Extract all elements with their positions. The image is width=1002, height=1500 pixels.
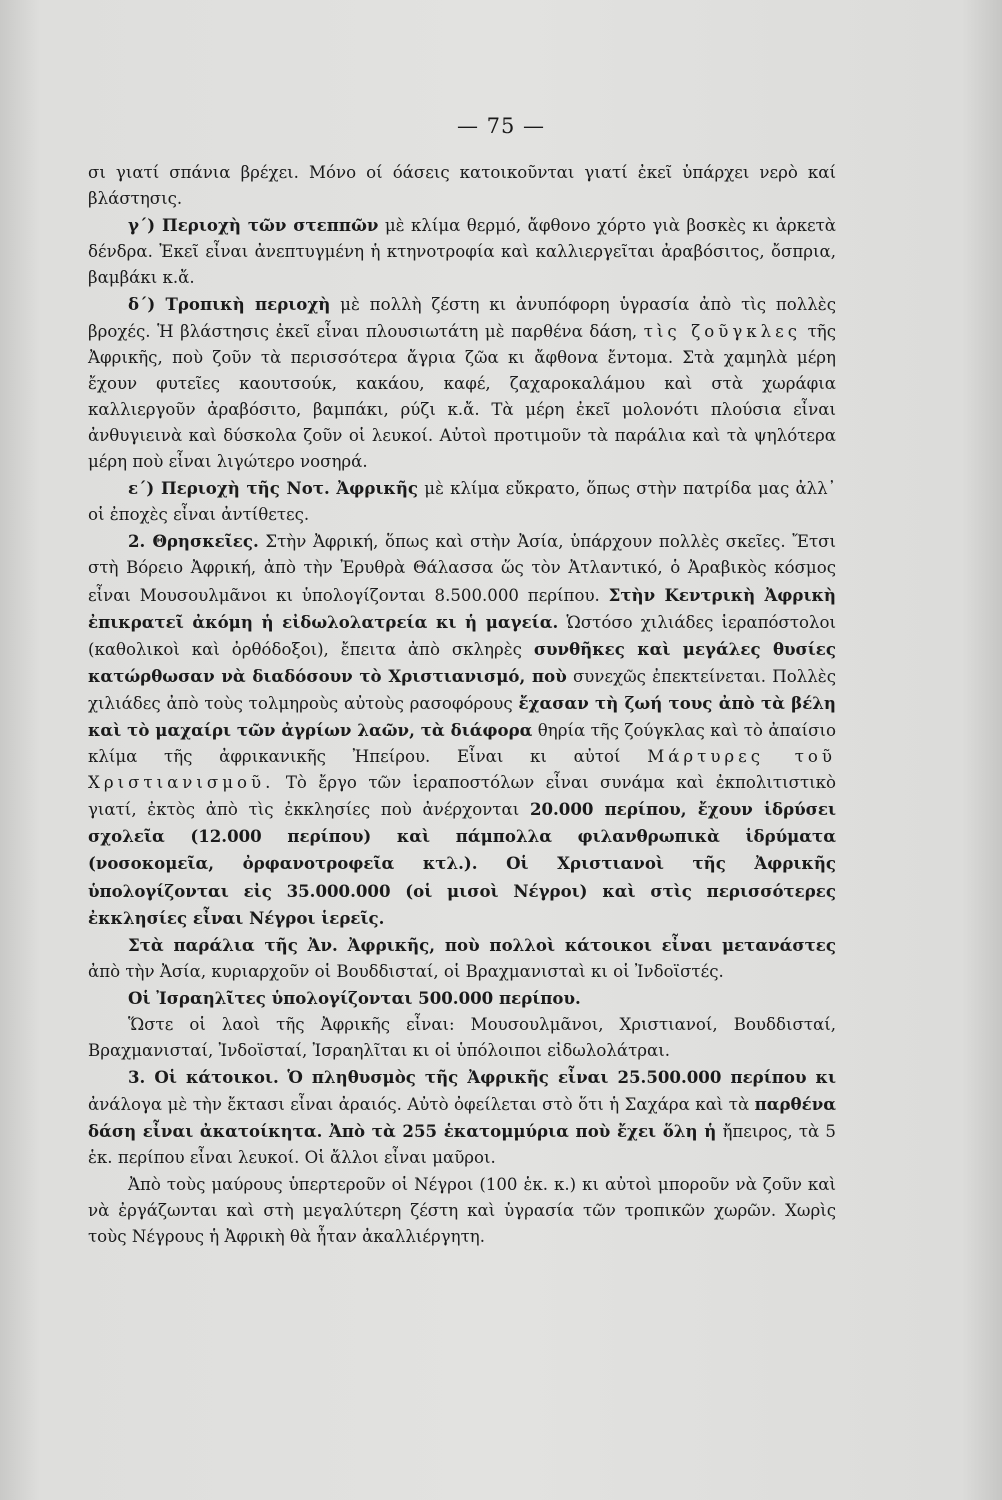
religions-heading: 2. Θρησκεῖες. (128, 531, 259, 552)
paragraph-religions (88, 528, 836, 931)
religions-bold-2: συνθῆκες καὶ μεγάλες θυσίες κατώρθωσαν νὰ διαδόσουν τὸ Χριστιανισμό, ποὺ (88, 638, 836, 686)
religions-text-1: Στὴν Ἀφρική, ὅπως καὶ στὴν Ἀσία, ὑπάρχουν πολλὲς σκεῖες. Ἔτσι στὴ Βόρειο Ἀφρική, ἀπὸ τὴν Ἐρυθρὰ Θάλασσα ὥς τὸν Ἀτλαντικό, ὁ Ἀραβικὸς κόσμος εἶναι Μουσουλμᾶνοι κι ὑπολογίζονται 8.500.000 περίπου. (88, 532, 836, 605)
steppes-heading: γ΄) Περιοχὴ τῶν στεππῶν (128, 215, 379, 236)
inhabitants-bold-1: Ὁ πληθυσμὸς τῆς Ἀφρικῆς εἶναι 25.500.000 περίπου κι (287, 1067, 836, 1088)
religions-text-3: συνεχῶς ἐπεκτείνεται. Πολλὲς χιλιάδες ἀπὸ τοὺς τολμηροὺς αὐτοὺς ρασοφόρους (88, 666, 836, 713)
east-coast-bold: Στὰ παράλια τῆς Ἀν. Ἀφρικῆς, ποὺ πολλοὶ κάτοικοι εἶναι μετανάστες (128, 934, 836, 955)
south-africa-heading: ε΄) Περιοχὴ τῆς Νοτ. Ἀφρικῆς (128, 478, 418, 499)
paragraph-steppes (88, 212, 836, 291)
religions-text-5: Τὸ ἔργο τῶν ἱεραποστόλων εἶναι συνάμα καὶ ἐκπολιτιστικὸ γιατί, ἐκτὸς ἀπὸ τὶς ἐκκλησίες ποὺ ἀνέρχονται (88, 773, 836, 820)
tropical-heading: δ΄) Τροπικὴ περιοχὴ (128, 294, 331, 315)
paragraph-south-africa (88, 475, 836, 528)
religions-text-4: θηρία τῆς ζούγκλας καὶ τὸ ἀπαίσιο κλίμα τῆς ἀφρικανικῆς Ἠπείρου. Εἶναι κι αὐτοί (88, 720, 836, 767)
paragraph-1: σι γιατί σπάνια βρέχει. Μόνο οί όάσεις κατοικοῦνται γιατί ἐκεῖ ὑπάρχει νερὸ καί βλάστησις. (88, 163, 836, 209)
tropical-text-1: μὲ πολλὴ ζέστη κι ἀνυπόφορη ὑγρασία ἀπὸ τὶς πολλὲς βροχές. Ἡ βλάστησις ἐκεῖ εἶναι πλουσιωτάτη μὲ παρθένα δάση, (88, 295, 836, 341)
body-text (88, 160, 836, 1250)
tropical-spaced-text: τὶς ζοῦγκλες (643, 321, 802, 341)
east-coast-text: ἀπὸ τὴν Ἀσία, κυριαρχοῦν οἱ Βουδδισταί, οἱ Βραχμανισταὶ κι οἱ Ἰνδοϊστές. (88, 961, 724, 981)
paragraph-negroes: Ἀπὸ τοὺς μαύρους ὑπερτεροῦν οἱ Νέγροι (100 ἑκ. κ.) κι αὐτοὶ μποροῦν νὰ ζοῦν καὶ νὰ ἐργάζωνται καὶ στὴ μεγαλύτερη ζέστη καὶ ὑγρασία τῶν τροπικῶν χωρῶν. Χωρὶς τοὺς Νέγρους ἡ Ἀφρικὴ θὰ ἦταν ἀκαλλιέργητη. (88, 1174, 836, 1246)
paragraph-peoples: Ὥστε οἱ λαοὶ τῆς Ἀφρικῆς εἶναι: Μουσουλμᾶνοι, Χριστιανοί, Βουδδισταί, Βραχμανισταί, Ἰνδοϊσταί, Ἰσραηλῖται κι οἱ ὑπόλοιποι εἰδωλολάτραι. (88, 1015, 836, 1061)
israelites-text: Οἱ Ἰσραηλῖτες ὑπολογίζονται 500.000 περίπου. (128, 987, 581, 1008)
inhabitants-bold-2: παρθένα δάση εἶναι ἀκατοίκητα. Ἀπὸ τὰ 255 ἑκατομμύρια ποὺ ἔχει ὅλη ἡ (88, 1094, 836, 1142)
south-africa-text: μὲ κλίμα εὔκρατο, ὅπως στὴν πατρίδα μας ἀλλ᾽ οἱ ἐποχὲς εἶναι ἀντίθετες. (88, 479, 836, 525)
paragraph-israelites (88, 985, 836, 1012)
religions-bold-1: Στὴν Κεντρικὴ Ἀφρικὴ ἐπικρατεῖ ἀκόμη ἡ εἰδωλολατρεία κι ἡ μαγεία. (88, 584, 836, 632)
religions-bold-4: 20.000 περίπου, ἔχουν ἱδρύσει σχολεῖα (12.000 περίπου) καὶ πάμπολλα φιλανθρωπικὰ ἱδρύματα (νοσοκομεῖα, ὀρφανοτροφεῖα κτλ.). Οἱ Χριστιανοὶ τῆς Ἀφρικῆς ὑπολογίζονται εἰς 35.000.000 (οἱ μισοὶ Νέγροι) καὶ στὶς περισσότερες ἐκκλησίες εἶναι Νέγροι ἱερεῖς. (88, 799, 837, 928)
paragraph-inhabitants (88, 1064, 836, 1171)
religions-text-2: Ὡστόσο χιλιάδες ἱεραπόστολοι (καθολικοὶ καὶ ὀρθόδοξοι), ἔπειτα ἀπὸ σκληρὲς (88, 612, 837, 659)
paragraph-tropical (88, 291, 836, 475)
inhabitants-text-1: ἀνάλογα μὲ τὴν ἔκτασι εἶναι ἀραιός. Αὐτὸ ὀφείλεται στὸ ὅτι ἡ Σαχάρα καὶ τὰ (88, 1095, 750, 1115)
inhabitants-text-2: ἤπειρος, τὰ 5 ἑκ. περίπου εἶναι λευκοί. Οἱ ἄλλοι εἶναι μαῦροι. (88, 1122, 836, 1168)
page-number: — 75 — (456, 114, 546, 138)
inhabitants-heading: 3. Οἱ κάτοικοι. (128, 1067, 279, 1088)
religions-spaced-text: Μάρτυρες τοῦ Χριστιανισμοῦ. (88, 747, 836, 793)
paragraph-east-coast (88, 932, 836, 985)
religions-bold-3: ἔχασαν τὴ ζωή τους ἀπὸ τὰ βέλη καὶ τὸ μαχαίρι τῶν ἀγρίων λαῶν, τὰ διάφορα (88, 692, 836, 740)
tropical-text-2: τῆς Ἀφρικῆς, ποὺ ζοῦν τὰ περισσότερα ἄγρια ζῶα κι ἄφθονα ἔντομα. Στὰ χαμηλὰ μέρη ἔχουν φυτεῖες καουτσούκ, κακάου, καφέ, ζαχαροκαλάμου καὶ στὰ χωράφια καλλιεργοῦν ἀραβόσιτο, βαμπάκι, ρύζι κ.ἄ. Τὰ μέρη ἐκεῖ μολονότι πλούσια εἶναι ἀνθυγιεινὰ καὶ δύσκολα ζοῦν οἱ λευκοί. Αὐτοὶ προτιμοῦν τὰ παράλια καὶ τὰ ψηλότερα μέρη ποὺ εἶναι λιγώτερο νοσηρά. (88, 321, 837, 472)
steppes-text: μὲ κλίμα θερμό, ἄφθονο χόρτο γιὰ βοσκὲς κι ἀρκετὰ δένδρα. Ἐκεῖ εἶναι ἀνεπτυγμένη ἡ κτηνοτροφία καὶ καλλιεργεῖται ἀραβόσιτος, ὄσπρια, βαμβάκι κ.ἄ. (88, 216, 837, 288)
